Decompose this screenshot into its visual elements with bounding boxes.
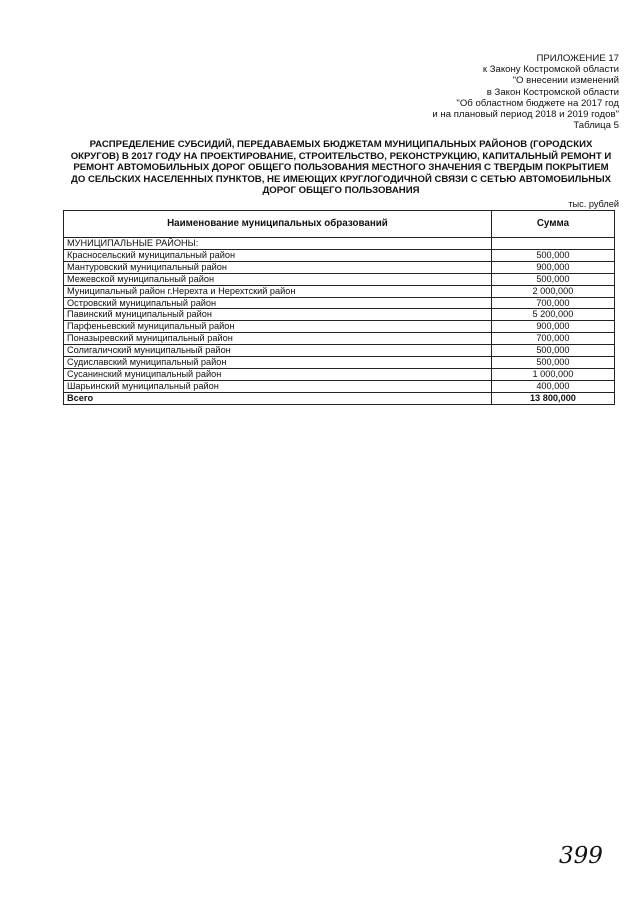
district-sum: 900,000 <box>491 261 614 273</box>
district-sum: 900,000 <box>491 321 614 333</box>
table-number: Таблица 5 <box>573 120 619 132</box>
district-name: Солигаличский муниципальный район <box>64 345 492 357</box>
title-line: ДОРОГ ОБЩЕГО ПОЛЬЗОВАНИЯ <box>262 185 420 197</box>
table-body <box>64 249 615 392</box>
district-sum: 1 000,000 <box>491 368 614 380</box>
title-line: РАСПРЕДЕЛЕНИЕ СУБСИДИЙ, ПЕРЕДАВАЕМЫХ БЮДЖЕТАМ МУНИЦИПАЛЬНЫХ РАЙОНОВ (ГОРОДСКИХ <box>89 139 593 150</box>
column-header-name: Наименование муниципальных образований <box>64 211 492 238</box>
district-sum: 400,000 <box>491 380 614 392</box>
district-sum: 500,000 <box>491 357 614 369</box>
title-line: ОКРУГОВ) В 2017 ГОДУ НА ПРОЕКТИРОВАНИЕ, СТРОИТЕЛЬСТВО, РЕКОНСТРУКЦИЮ, КАПИТАЛЬНЫЙ РЕМОНТ И <box>70 150 612 162</box>
units-label: тыс. рублей <box>568 199 619 209</box>
table-row <box>64 368 615 380</box>
district-name: Межевской муниципальный район <box>64 273 492 285</box>
district-name: Сусанинский муниципальный район <box>64 368 492 380</box>
header-line: "Об областном бюджете на 2017 год <box>456 97 619 109</box>
header-line: и на плановый период 2018 и 2019 годов" <box>432 109 619 121</box>
total-label: Всего <box>64 392 492 404</box>
district-sum: 500,000 <box>491 249 614 261</box>
subsidy-table <box>63 210 615 405</box>
table-row <box>64 380 615 392</box>
header-line: "О внесении изменений <box>512 75 619 87</box>
district-name: Поназыревский муниципальный район <box>64 333 492 345</box>
column-header-sum: Сумма <box>491 211 614 238</box>
page-number-text: 399 <box>559 843 603 869</box>
district-sum: 700,000 <box>491 297 614 309</box>
district-name: Островский муниципальный район <box>64 297 492 309</box>
total-sum: 13 800,000 <box>491 392 614 404</box>
table-row <box>64 357 615 369</box>
header-line: к Закону Костромской области <box>482 64 619 76</box>
district-name: Мантуровский муниципальный район <box>64 261 492 273</box>
table-row <box>64 345 615 357</box>
table-row <box>64 285 615 297</box>
handwritten-page-number <box>555 839 625 869</box>
table-row <box>64 273 615 285</box>
section-row <box>64 238 615 250</box>
district-sum: 5 200,000 <box>491 309 614 321</box>
table-row <box>64 261 615 273</box>
table-row <box>64 249 615 261</box>
table-header-row <box>64 211 615 238</box>
table-row <box>64 309 615 321</box>
district-sum: 700,000 <box>491 333 614 345</box>
district-name: Парфеньевский муниципальный район <box>64 321 492 333</box>
table-row <box>64 333 615 345</box>
header-line: в Закон Костромской области <box>486 86 619 98</box>
table-row <box>64 321 615 333</box>
section-sum-empty <box>491 238 614 250</box>
table-row <box>64 297 615 309</box>
title-line: РЕМОНТ АВТОМОБИЛЬНЫХ ДОРОГ ОБЩЕГО ПОЛЬЗОВАНИЯ МЕСТНОГО ЗНАЧЕНИЯ С ТВЕРДЫМ ПОКРЫТИЕМ <box>73 162 609 174</box>
district-name: Павинский муниципальный район <box>64 309 492 321</box>
district-name: Шарьинский муниципальный район <box>64 380 492 392</box>
appendix-header <box>259 53 619 131</box>
district-name: Муниципальный район г.Нерехта и Нерехтский район <box>64 285 492 297</box>
document-title <box>58 139 624 197</box>
district-sum: 500,000 <box>491 273 614 285</box>
total-row <box>64 392 615 404</box>
title-line: ДО СЕЛЬСКИХ НАСЕЛЕННЫХ ПУНКТОВ, НЕ ИМЕЮЩИХ КРУГЛОГОДИЧНОЙ СВЯЗИ С СЕТЬЮ АВТОМОБИЛЬНЫХ <box>71 173 611 185</box>
district-name: Красносельский муниципальный район <box>64 249 492 261</box>
district-name: Судиславский муниципальный район <box>64 357 492 369</box>
district-sum: 2 000,000 <box>491 285 614 297</box>
header-line: ПРИЛОЖЕНИЕ 17 <box>536 53 619 64</box>
section-label: МУНИЦИПАЛЬНЫЕ РАЙОНЫ: <box>64 238 492 250</box>
district-sum: 500,000 <box>491 345 614 357</box>
